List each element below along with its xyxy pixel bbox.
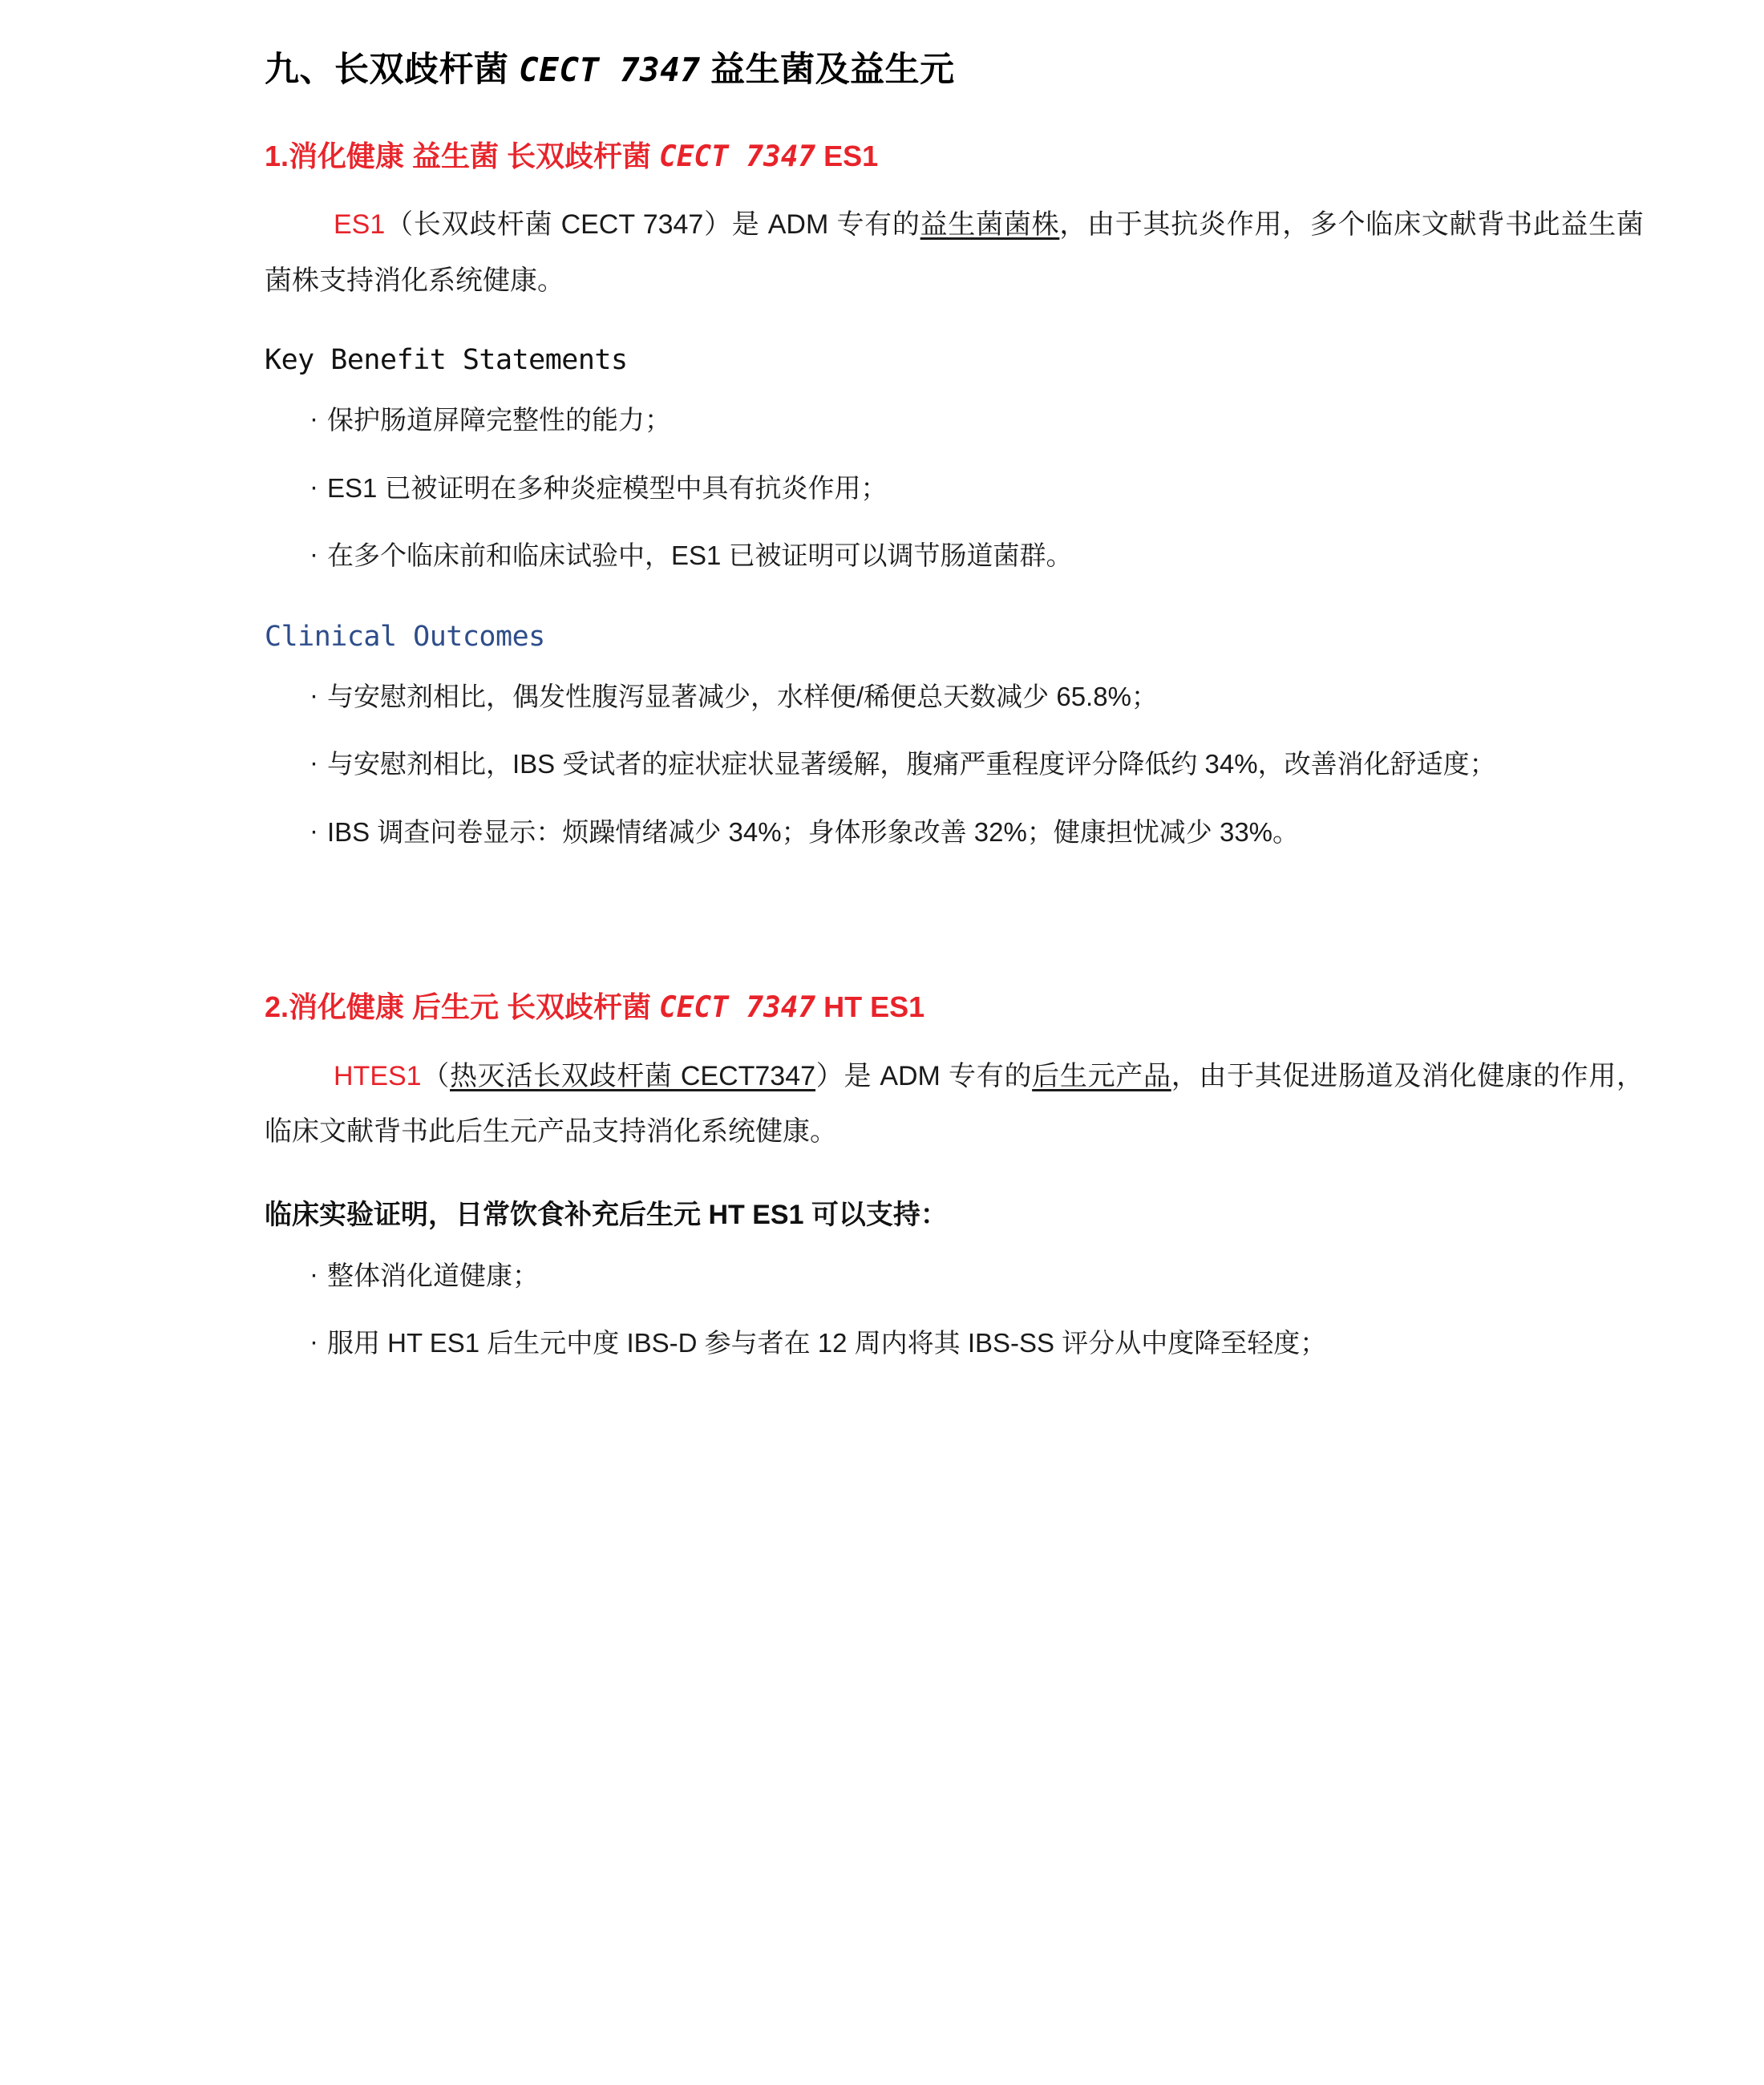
section-2-clinical-list (265, 1246, 1644, 1374)
section-2-intro-part1: 是 ADM 专有的 (844, 1060, 1033, 1091)
list-item: · 整体消化道健康； (310, 1246, 1644, 1306)
section-2-heading-prefix: 2.消化健康 后生元 长双歧杆菌 (265, 990, 660, 1023)
page-title-suffix: 益生菌及益生元 (700, 51, 955, 89)
list-item: · IBS 调查问卷显示：烦躁情绪减少 34%；身体形象改善 32%；健康担忧减少 33%。 (310, 803, 1644, 862)
section-2-clinical-heading: 临床实验证明，日常饮食补充后生元 HT ES1 可以支持： (265, 1199, 948, 1230)
section-2-heading (265, 984, 1644, 1031)
page-title-latin: CECT 7347 (518, 51, 701, 89)
section-1-heading-prefix: 1.消化健康 益生菌 长双歧杆菌 (265, 139, 660, 172)
clinical-outcomes-list (265, 667, 1644, 862)
section-1-heading-suffix: ES1 (815, 139, 879, 172)
section-2-intro-underline-2: 后生元产品 (1032, 1060, 1171, 1091)
section-2-heading-suffix: HT ES1 (815, 990, 925, 1023)
section-2-intro-paragraph (265, 1049, 1644, 1160)
section-2-heading-latin: CECT 7347 (659, 990, 816, 1024)
key-benefit-statements-heading: Key Benefit Statements (265, 344, 628, 377)
section-2-intro-underline-1: 热灭活长双歧杆菌 CECT7347 (450, 1060, 816, 1091)
section-1-intro-paragraph (265, 197, 1644, 309)
section-1-heading (265, 133, 1644, 180)
section-1-intro-underline: 益生菌菌株 (920, 209, 1060, 241)
list-item: · 与安慰剂相比，偶发性腹泻显著减少，水样便/稀便总天数减少 65.8%； (310, 667, 1644, 727)
section-1-intro-part1: （长双歧杆菌 CECT 7347）是 ADM 专有的 (385, 209, 920, 241)
section-2-intro-paren-open: （ (421, 1060, 451, 1091)
section-2-intro-paren-close: ） (815, 1060, 844, 1091)
section-2-intro-lead: HTES1 (334, 1060, 422, 1091)
list-item: · 保护肠道屏障完整性的能力； (310, 391, 1644, 450)
section-divider-space (265, 870, 1644, 947)
key-benefit-list (265, 391, 1644, 585)
list-item: · 服用 HT ES1 后生元中度 IBS-D 参与者在 12 周内将其 IBS-SS 评分从中度降至轻度； (310, 1314, 1644, 1373)
section-2-intro-part2: ，由于其促进肠道及消化健康的作用，临床文献背书此后生元产品支持消化系统健康。 (265, 1060, 1645, 1148)
page-title-prefix: 九、长双歧杆菌 (265, 51, 519, 89)
section-1-intro-part2: ，由于其抗炎作用，多个临床文献背书此益生菌菌株支持消化系统健康。 (265, 209, 1644, 296)
section-1-heading-latin: CECT 7347 (659, 140, 816, 173)
section-1-intro-lead: ES1 (334, 209, 386, 241)
list-item: · 在多个临床前和临床试验中，ES1 已被证明可以调节肠道菌群。 (310, 526, 1644, 585)
list-item: · ES1 已被证明在多种炎症模型中具有抗炎作用； (310, 459, 1644, 518)
clinical-outcomes-heading: Clinical Outcomes (265, 621, 545, 654)
list-item: · 与安慰剂相比，IBS 受试者的症状症状显著缓解，腹痛严重程度评分降低约 34%，改善消化舒适度； (310, 735, 1644, 794)
page-title (265, 44, 1644, 96)
